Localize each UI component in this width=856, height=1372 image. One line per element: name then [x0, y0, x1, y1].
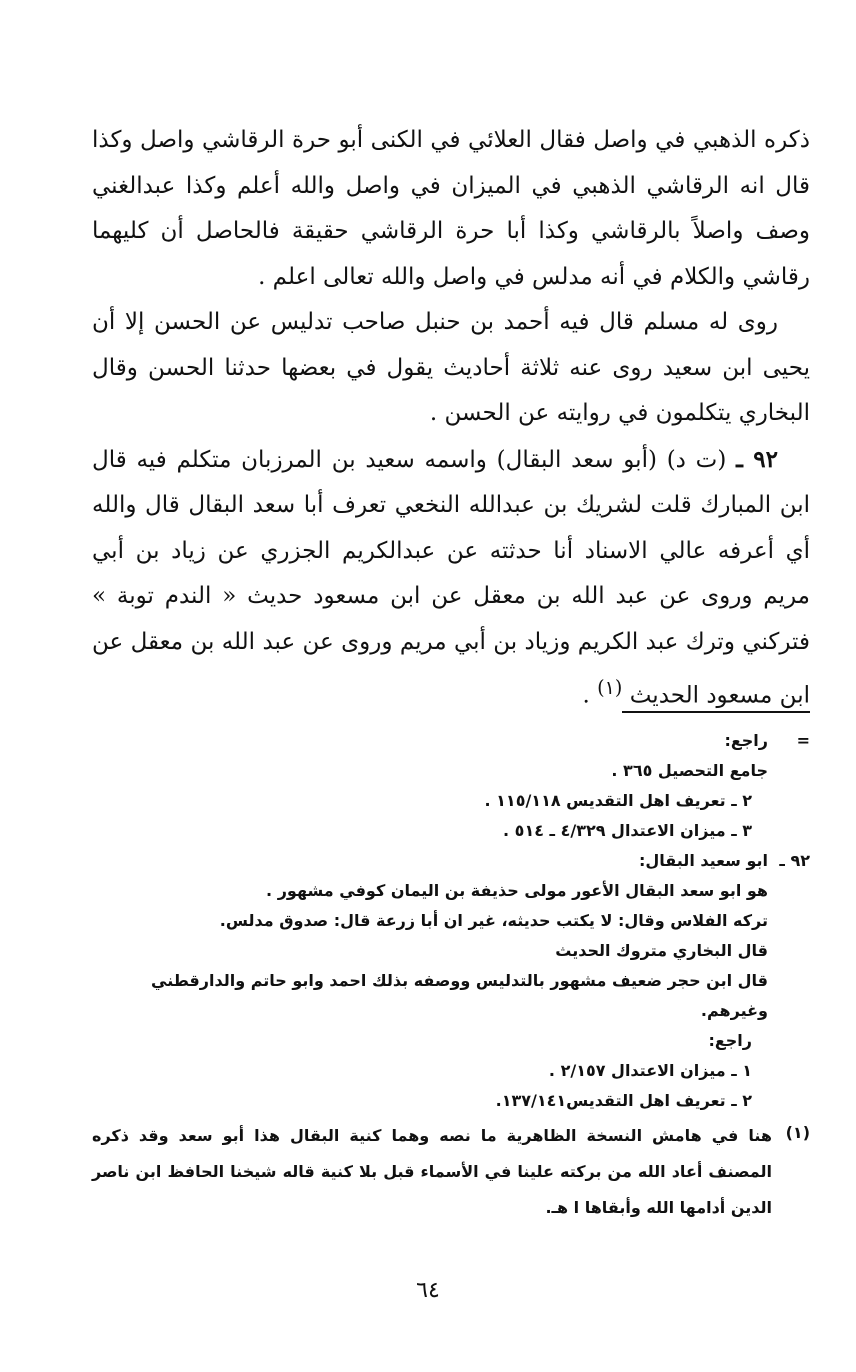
entry-92-paragraph [92, 437, 810, 720]
continuation-item: ٢ ـ تعريف اهل التقديس ١١٥/١١٨ . [484, 791, 752, 810]
continuation-item: جامع التحصيل ٣٦٥ . [611, 761, 768, 780]
paragraph-2: روى له مسلم قال فيه أحمد بن حنبل صاحب تدليس عن الحسن إلا أن يحيى ابن سعيد روى عنه ثلاثة أحاديث يقول في بعضها حدثنا الحسن وقال البخاري يتكلمون في روايته عن الحسن . [92, 309, 810, 426]
footnote-text: هنا في هامش النسخة الظاهرية ما نصه وهما كنية البقال هذا أبو سعد وقد ذكره المصنف أعاد الله من بركته علينا في الأسماء قبل بلا كنية قاله شيخنا الحافظ ابن ناصر الدين أدامها الله وأبقاها ا هـ. [92, 1126, 772, 1217]
entry-note-line: هو ابو سعد البقال الأعور مولى حذيفة بن اليمان كوفي مشهور . [266, 881, 768, 900]
entry-92-end: . [582, 682, 598, 709]
entry-note-line: قال البخاري متروك الحديث [555, 941, 768, 960]
entry-note-mark: ٩٢ ـ [779, 851, 810, 870]
entry-92-text: (ت د) (أبو سعد البقال) واسمه سعيد بن المرزبان متكلم فيه قال ابن المبارك قلت لشريك بن عبدالله النخعي تعرف أبا سعد البقال قال والله أي أعرفه عالي الاسناد أنا حدثته عن عبدالكريم الجزري عن زياد بن أبي مريم وروى عن عبد الله بن معقل عن ابن مسعود حديث « الندم توبة » فتركني وترك عبد الكريم وزياد بن أبي مريم وروى عن عبد الله بن معقل عن ابن مسعود الحديث [92, 446, 810, 709]
notes-section [92, 726, 810, 1226]
entry-note-line: قال ابن حجر ضعيف مشهور بالتدليس ووصفه بذلك احمد وابو حاتم والدارقطني وغيرهم. [151, 971, 768, 1020]
continuation-item: ٣ ـ ميزان الاعتدال ٤/٣٢٩ ـ ٥١٤ . [503, 821, 752, 840]
footnote-divider [622, 711, 810, 713]
continuation-note [92, 726, 810, 756]
entry-number: ٩٢ ـ [736, 445, 779, 473]
main-text [92, 118, 810, 719]
entry-note-heading: ابو سعيد البقال: [638, 851, 768, 870]
entry-note-line: تركه الفلاس وقال: لا يكتب حديثه، غير ان أبا زرعة قال: صدوق مدلس. [219, 911, 768, 930]
footnote-1 [92, 1118, 810, 1226]
entry-92-note [92, 846, 810, 876]
continuation-heading: راجع: [724, 731, 768, 750]
page-number: ٦٤ [416, 1278, 440, 1303]
footnote-mark: (١) [785, 1123, 810, 1142]
footnote-reference: (١) [597, 676, 623, 699]
paragraph-1: ذكره الذهبي في واصل فقال العلائي في الكنى أبو حرة الرقاشي واصل وكذا قال انه الرقاشي الذهبي في الميزان في واصل والله أعلم وكذا عبدالغني وصف واصلاً بالرقاشي وكذا أبا حرة الرقاشي حقيقة فالحاصل أن كليهما رقاشي والكلام في أنه مدلس في واصل والله تعالى اعلم . [92, 127, 810, 290]
entry-ref-item: ١ ـ ميزان الاعتدال ٢/١٥٧ . [548, 1061, 752, 1080]
entry-ref-heading: راجع: [708, 1031, 752, 1050]
entry-ref-item: ٢ ـ تعريف اهل التقديس١٣٧/١٤١. [495, 1091, 752, 1110]
continuation-mark: = [796, 731, 810, 750]
